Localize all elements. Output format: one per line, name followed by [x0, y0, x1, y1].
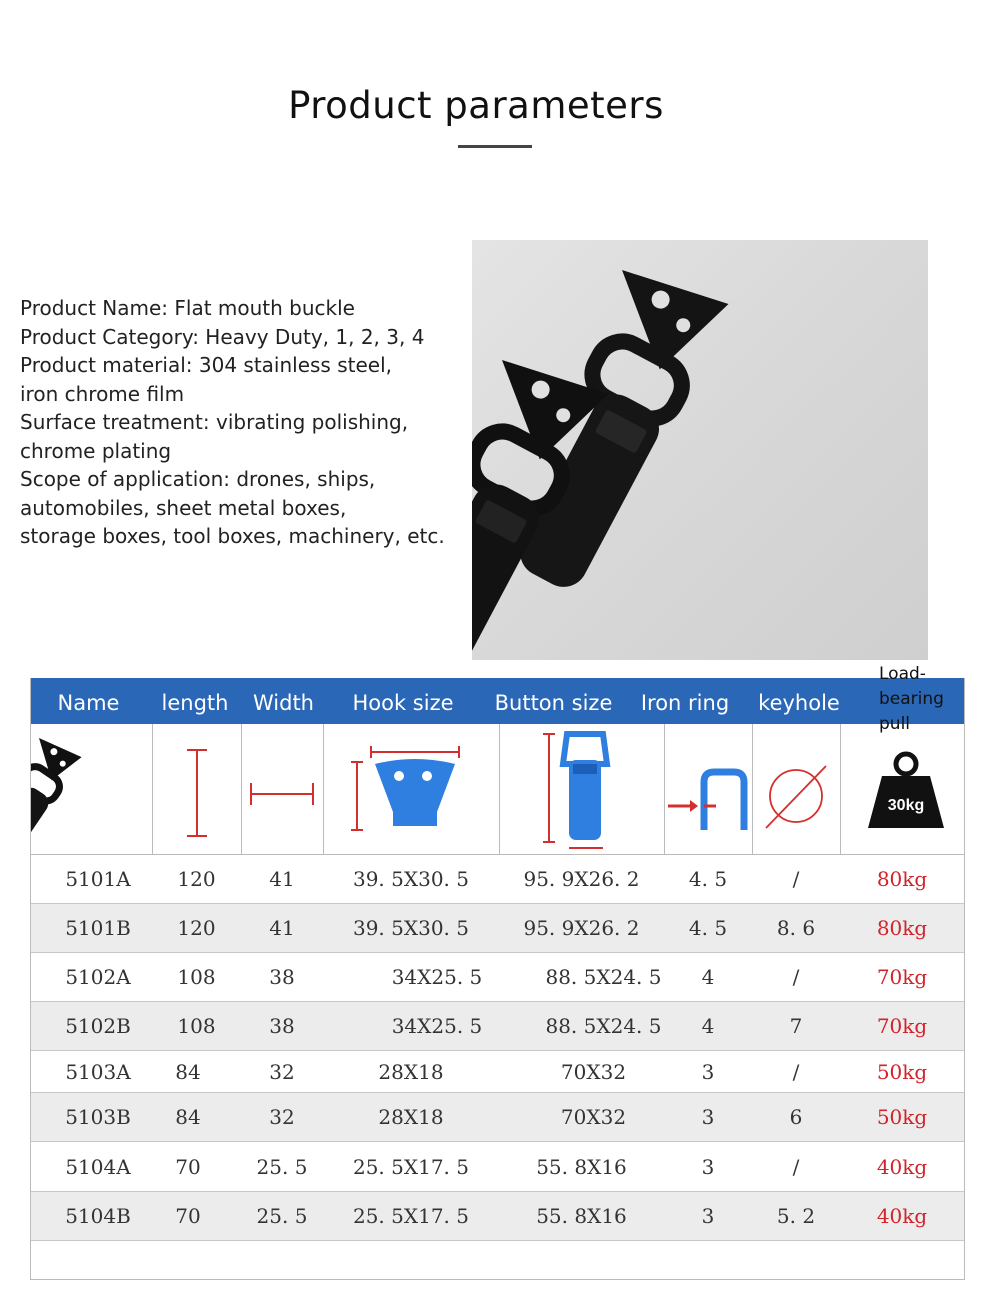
- keyhole-icon-cell: [752, 724, 840, 854]
- keyhole-diameter-icon: [752, 724, 840, 854]
- cell-button-size: 95. 9X26. 2: [523, 867, 640, 891]
- latch-thumbnail-icon: [31, 724, 152, 854]
- cell-load: 40kg: [876, 1204, 928, 1228]
- cell-hook-size: 25. 5X17. 5: [352, 1204, 469, 1228]
- button-shape-icon: [499, 724, 664, 854]
- cell-length: 84: [175, 1059, 201, 1084]
- table-header: [31, 678, 964, 724]
- table-row: [31, 855, 964, 904]
- cell-length: 70: [175, 1154, 201, 1179]
- hook-icon-cell: [323, 724, 499, 854]
- cell-name: 5102A: [65, 965, 131, 989]
- cell-iron-ring: 3: [701, 1154, 715, 1179]
- cell-name: 5101A: [65, 867, 131, 891]
- cell-button-size: 55. 8X16: [536, 1204, 627, 1228]
- button-icon-cell: [499, 724, 664, 854]
- column-divider: [152, 724, 153, 854]
- product-photo: [472, 240, 928, 660]
- width-dimension-icon: [241, 724, 323, 854]
- cell-button-size: 88. 5X24. 5: [545, 965, 662, 989]
- cell-width: 41: [269, 916, 295, 940]
- table-row: [31, 1002, 964, 1051]
- weight-icon-cell: [840, 724, 964, 854]
- spec-line: storage boxes, tool boxes, machinery, etc.: [20, 524, 445, 548]
- cell-width: 38: [269, 965, 295, 989]
- cell-load: 70kg: [876, 965, 928, 989]
- cell-width: 38: [269, 1014, 295, 1038]
- parameter-table: [30, 664, 965, 1280]
- header-button-size: Button size: [494, 691, 613, 715]
- spec-line: Scope of application: drones, ships,: [20, 467, 376, 491]
- spec-line: Surface treatment: vibrating polishing,: [20, 410, 409, 434]
- cell-iron-ring: 3: [701, 1105, 715, 1129]
- table-row: [31, 1142, 964, 1192]
- cell-name: 5103A: [65, 1059, 131, 1084]
- cell-button-size: 55. 8X16: [536, 1154, 627, 1179]
- cell-length: 120: [177, 916, 216, 940]
- cell-name: 5103B: [65, 1105, 131, 1129]
- cell-iron-ring: 3: [701, 1059, 715, 1084]
- cell-width: 32: [269, 1105, 295, 1129]
- cell-button-size: 70X32: [560, 1059, 627, 1084]
- table-row: [31, 953, 964, 1002]
- cell-width: 25. 5: [256, 1204, 308, 1228]
- table-row: [31, 904, 964, 953]
- cell-load: 50kg: [876, 1105, 928, 1129]
- cell-keyhole: /: [792, 1154, 800, 1179]
- cell-keyhole: /: [792, 867, 800, 891]
- cell-iron-ring: 4. 5: [688, 916, 728, 940]
- spec-line: Product Name: Flat mouth buckle: [20, 296, 355, 320]
- spec-line: Product material: 304 stainless steel,: [20, 353, 392, 377]
- table-row: [31, 1192, 964, 1241]
- column-divider: [664, 724, 665, 854]
- header-name: Name: [57, 691, 120, 715]
- cell-hook-size: 25. 5X17. 5: [352, 1154, 469, 1179]
- table-row-empty: [31, 1241, 964, 1278]
- header-load-line: Load-: [879, 664, 926, 684]
- column-divider: [499, 724, 500, 854]
- length-icon-cell: [152, 724, 241, 854]
- cell-load: 80kg: [876, 916, 928, 940]
- header-keyhole: keyhole: [758, 691, 840, 715]
- cell-length: 108: [177, 965, 216, 989]
- header-load-line: pull: [879, 714, 911, 734]
- latch-pair-image: [472, 240, 928, 660]
- spec-line: chrome plating: [20, 438, 172, 463]
- cell-keyhole: 7: [789, 1014, 803, 1038]
- table-row: [31, 1093, 964, 1142]
- cell-iron-ring: 3: [701, 1204, 715, 1228]
- cell-hook-size: 39. 5X30. 5: [352, 867, 469, 891]
- header-load-line: bearing: [879, 689, 944, 709]
- cell-keyhole: 5. 2: [776, 1204, 816, 1228]
- cell-hook-size: 28X18: [378, 1059, 444, 1084]
- cell-name: 5104B: [65, 1204, 131, 1228]
- header-width: Width: [252, 691, 314, 715]
- column-divider: [323, 724, 324, 854]
- cell-load: 40kg: [876, 1154, 928, 1179]
- cell-iron-ring: 4: [701, 965, 715, 989]
- cell-width: 25. 5: [256, 1154, 308, 1179]
- cell-button-size: 88. 5X24. 5: [545, 1014, 662, 1038]
- cell-width: 41: [269, 867, 295, 891]
- header-hook-size: Hook size: [352, 691, 454, 715]
- cell-button-size: 95. 9X26. 2: [523, 916, 640, 940]
- cell-keyhole: /: [792, 1059, 800, 1084]
- title-underline: [458, 145, 532, 148]
- cell-width: 32: [269, 1059, 295, 1084]
- cell-load: 50kg: [876, 1059, 928, 1084]
- cell-name: 5102B: [65, 1014, 131, 1038]
- cell-hook-size: 39. 5X30. 5: [352, 916, 469, 940]
- width-icon-cell: [241, 724, 323, 854]
- iron-ring-shape-icon: [664, 724, 752, 854]
- iron-ring-icon-cell: [664, 724, 752, 854]
- cell-length: 120: [177, 867, 216, 891]
- header-iron-ring: Iron ring: [640, 691, 730, 715]
- weight-icon: [840, 724, 964, 854]
- cell-hook-size: 34X25. 5: [391, 1014, 483, 1038]
- cell-name: 5104A: [65, 1154, 131, 1179]
- cell-length: 108: [177, 1014, 216, 1038]
- cell-iron-ring: 4. 5: [688, 867, 728, 891]
- icon-row: [31, 724, 964, 855]
- page-title: Product parameters: [288, 84, 664, 127]
- table-row: [31, 1051, 964, 1093]
- spec-line: Product Category: Heavy Duty, 1, 2, 3, 4: [20, 324, 425, 349]
- latch-thumbnail-cell: [31, 724, 152, 854]
- cell-button-size: 70X32: [560, 1105, 627, 1129]
- cell-length: 70: [175, 1204, 201, 1228]
- cell-iron-ring: 4: [701, 1014, 715, 1038]
- cell-name: 5101B: [65, 916, 131, 940]
- header-length: length: [161, 691, 229, 715]
- product-specs: [20, 294, 480, 551]
- cell-load: 70kg: [876, 1014, 928, 1038]
- spec-line: automobiles, sheet metal boxes,: [20, 495, 347, 520]
- cell-keyhole: 6: [789, 1105, 803, 1129]
- cell-length: 84: [175, 1105, 201, 1129]
- hook-shape-icon: [323, 724, 499, 854]
- cell-keyhole: 8. 6: [776, 916, 816, 940]
- spec-line: iron chrome film: [20, 381, 185, 406]
- cell-hook-size: 28X18: [378, 1105, 444, 1129]
- column-divider: [840, 724, 841, 854]
- cell-load: 80kg: [876, 867, 928, 891]
- column-divider: [241, 724, 242, 854]
- column-divider: [752, 724, 753, 854]
- cell-hook-size: 34X25. 5: [391, 965, 483, 989]
- cell-keyhole: /: [792, 965, 800, 989]
- weight-label: 30kg: [887, 797, 925, 814]
- length-dimension-icon: [152, 724, 241, 854]
